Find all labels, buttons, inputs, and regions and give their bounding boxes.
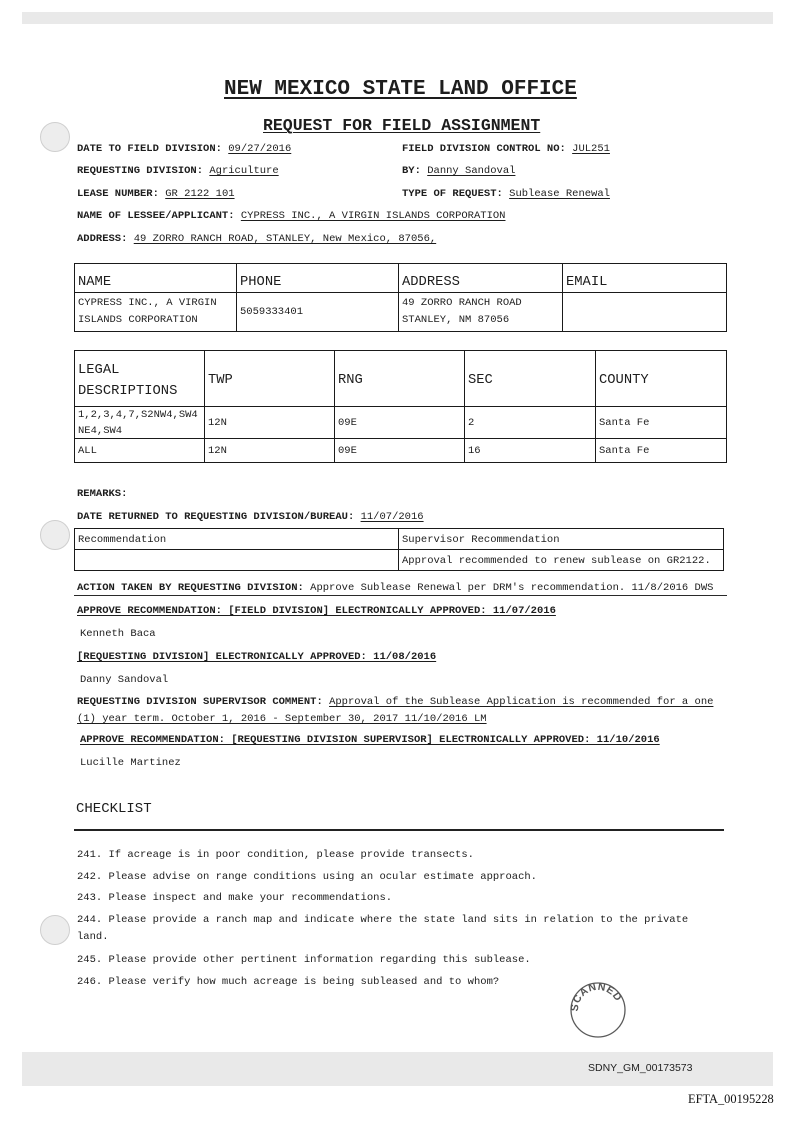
legal-cell-rng: 09E — [335, 407, 465, 439]
field-value: Sublease Renewal — [509, 188, 610, 200]
checklist-divider — [74, 829, 724, 831]
requested-by — [402, 165, 515, 178]
legal-cell-county: Santa Fe — [596, 407, 727, 439]
legal-header-county: COUNTY — [596, 351, 727, 407]
stamp-text: SCANNED — [568, 980, 625, 1012]
legal-cell-sec: 2 — [465, 407, 596, 439]
field-value: Agriculture — [209, 165, 279, 177]
checklist-item: 245. Please provide other pertinent information regarding this sublease. — [77, 954, 531, 966]
legal-cell-description — [75, 439, 205, 463]
approval-supervisor: APPROVE RECOMMENDATION: [REQUESTING DIVISION SUPERVISOR] ELECTRONICALLY APPROVED: 11/10/2016 — [80, 734, 660, 746]
legal-cell-twp: 12N — [205, 407, 335, 439]
approval-requesting-division: [REQUESTING DIVISION] ELECTRONICALLY APPROVED: 11/08/2016 — [77, 651, 437, 663]
scanned-stamp — [566, 978, 630, 1042]
field-value: JUL251 — [572, 143, 610, 155]
requesting-division — [77, 165, 279, 178]
stamp-label — [569, 981, 624, 1012]
checklist-item: 241. If acreage is in poor condition, please provide transects. — [77, 849, 474, 861]
cell-line: NE4,SW4 — [78, 424, 123, 437]
legal-header-descriptions — [75, 351, 205, 407]
cell-line: ISLANDS CORPORATION — [78, 314, 198, 326]
form-title: REQUEST FOR FIELD ASSIGNMENT — [263, 116, 541, 135]
hole-punch-middle — [40, 520, 70, 550]
checklist-item: 246. Please verify how much acreage is being subleased and to whom? — [77, 976, 500, 988]
approver-name: Lucille Martinez — [80, 757, 181, 769]
date-to-field-division — [77, 143, 291, 156]
field-value: Approve Sublease Renewal per DRM's recommendation. 11/8/2016 DWS — [310, 582, 714, 594]
scan-top-band — [22, 12, 773, 24]
legal-header-sec: SEC — [465, 351, 596, 407]
field-value: CYPRESS INC., A VIRGIN ISLANDS CORPORATION — [240, 210, 506, 222]
field-label: LEASE NUMBER: — [77, 188, 159, 200]
address — [77, 233, 436, 246]
field-label: NAME OF LESSEE/APPLICANT: — [77, 210, 235, 222]
field-label: DATE RETURNED TO REQUESTING DIVISION/BUREAU: — [77, 511, 355, 523]
contact-cell-phone: 5059333401 — [237, 293, 399, 332]
checklist-item: 242. Please advise on range conditions using an ocular estimate approach. — [77, 871, 537, 883]
recommendation-table — [74, 528, 724, 571]
hole-punch-bottom — [40, 915, 70, 945]
field-value: Approval of the Sublease Application is recommended for a one — [329, 696, 714, 708]
contact-cell-email — [563, 293, 727, 332]
action-taken — [74, 582, 727, 596]
checklist-item: 243. Please inspect and make your recommendations. — [77, 892, 393, 904]
page-title: NEW MEXICO STATE LAND OFFICE — [224, 78, 577, 101]
header-line: DESCRIPTIONS — [78, 383, 178, 399]
efta-number: EFTA_00195228 — [688, 1092, 774, 1106]
field-label: ACTION TAKEN BY REQUESTING DIVISION: — [77, 582, 304, 594]
field-value: GR 2122 101 — [165, 188, 235, 200]
field-label: REQUESTING DIVISION: — [77, 165, 204, 177]
contact-cell-address — [399, 293, 563, 332]
field-value: Danny Sandoval — [427, 165, 516, 177]
legal-cell-county: Santa Fe — [596, 439, 727, 463]
legal-cell-sec: 16 — [465, 439, 596, 463]
lessee-applicant — [77, 210, 506, 223]
legal-header-twp: TWP — [205, 351, 335, 407]
cell-line: 49 ZORRO RANCH ROAD — [402, 297, 522, 309]
field-label: FIELD DIVISION CONTROL NO: — [402, 143, 566, 155]
legal-header-rng: RNG — [335, 351, 465, 407]
approver-name: Kenneth Baca — [80, 628, 156, 640]
approver-name: Danny Sandoval — [80, 674, 169, 686]
rec-header-supervisor: Supervisor Recommendation — [399, 529, 724, 550]
field-label: REQUESTING DIVISION SUPERVISOR COMMENT: — [77, 696, 323, 708]
cell-line: ALL — [78, 444, 97, 457]
rec-cell-supervisor: Approval recommended to renew sublease on GR2122. — [399, 550, 724, 571]
approval-field-division: APPROVE RECOMMENDATION: [FIELD DIVISION] ELECTRONICALLY APPROVED: 11/07/2016 — [77, 605, 556, 617]
field-division-control-no — [402, 143, 610, 156]
bates-number: SDNY_GM_00173573 — [588, 1062, 693, 1074]
field-value: 09/27/2016 — [228, 143, 292, 155]
date-returned — [77, 511, 424, 524]
contact-cell-name — [75, 293, 237, 332]
legal-cell-description — [75, 407, 205, 439]
field-label: ADDRESS: — [77, 233, 128, 245]
cell-line: CYPRESS INC., A VIRGIN — [78, 297, 217, 309]
contact-header-email: EMAIL — [563, 264, 727, 293]
contact-header-phone: PHONE — [237, 264, 399, 293]
checklist-item-continuation: land. — [77, 931, 109, 943]
rec-cell-recommendation — [75, 550, 399, 571]
cell-line: 1,2,3,4,7,S2NW4,SW4 — [78, 408, 198, 421]
cell-line: STANLEY, NM 87056 — [402, 314, 510, 326]
field-value: 49 ZORRO RANCH ROAD, STANLEY, New Mexico, 87056, — [133, 233, 437, 245]
legal-cell-twp: 12N — [205, 439, 335, 463]
remarks-label: REMARKS: — [77, 488, 128, 500]
header-line: LEGAL — [78, 362, 120, 378]
checklist-item: 244. Please provide a ranch map and indicate where the state land sits in relation to the private — [77, 914, 689, 926]
field-value: 11/07/2016 — [360, 511, 424, 523]
field-label: TYPE OF REQUEST: — [402, 188, 503, 200]
legal-cell-rng: 09E — [335, 439, 465, 463]
supervisor-comment-continuation: (1) year term. October 1, 2016 - September 30, 2017 11/10/2016 LM — [77, 713, 487, 725]
contact-header-address: ADDRESS — [399, 264, 563, 293]
contact-table — [74, 263, 727, 332]
checklist-heading: CHECKLIST — [76, 801, 152, 817]
hole-punch-top — [40, 122, 70, 152]
lease-number — [77, 188, 235, 201]
contact-header-name: NAME — [75, 264, 237, 293]
rec-header-recommendation: Recommendation — [75, 529, 399, 550]
type-of-request — [402, 188, 610, 201]
legal-descriptions-table — [74, 350, 727, 463]
field-label: DATE TO FIELD DIVISION: — [77, 143, 222, 155]
field-label: BY: — [402, 165, 421, 177]
supervisor-comment — [77, 696, 713, 709]
